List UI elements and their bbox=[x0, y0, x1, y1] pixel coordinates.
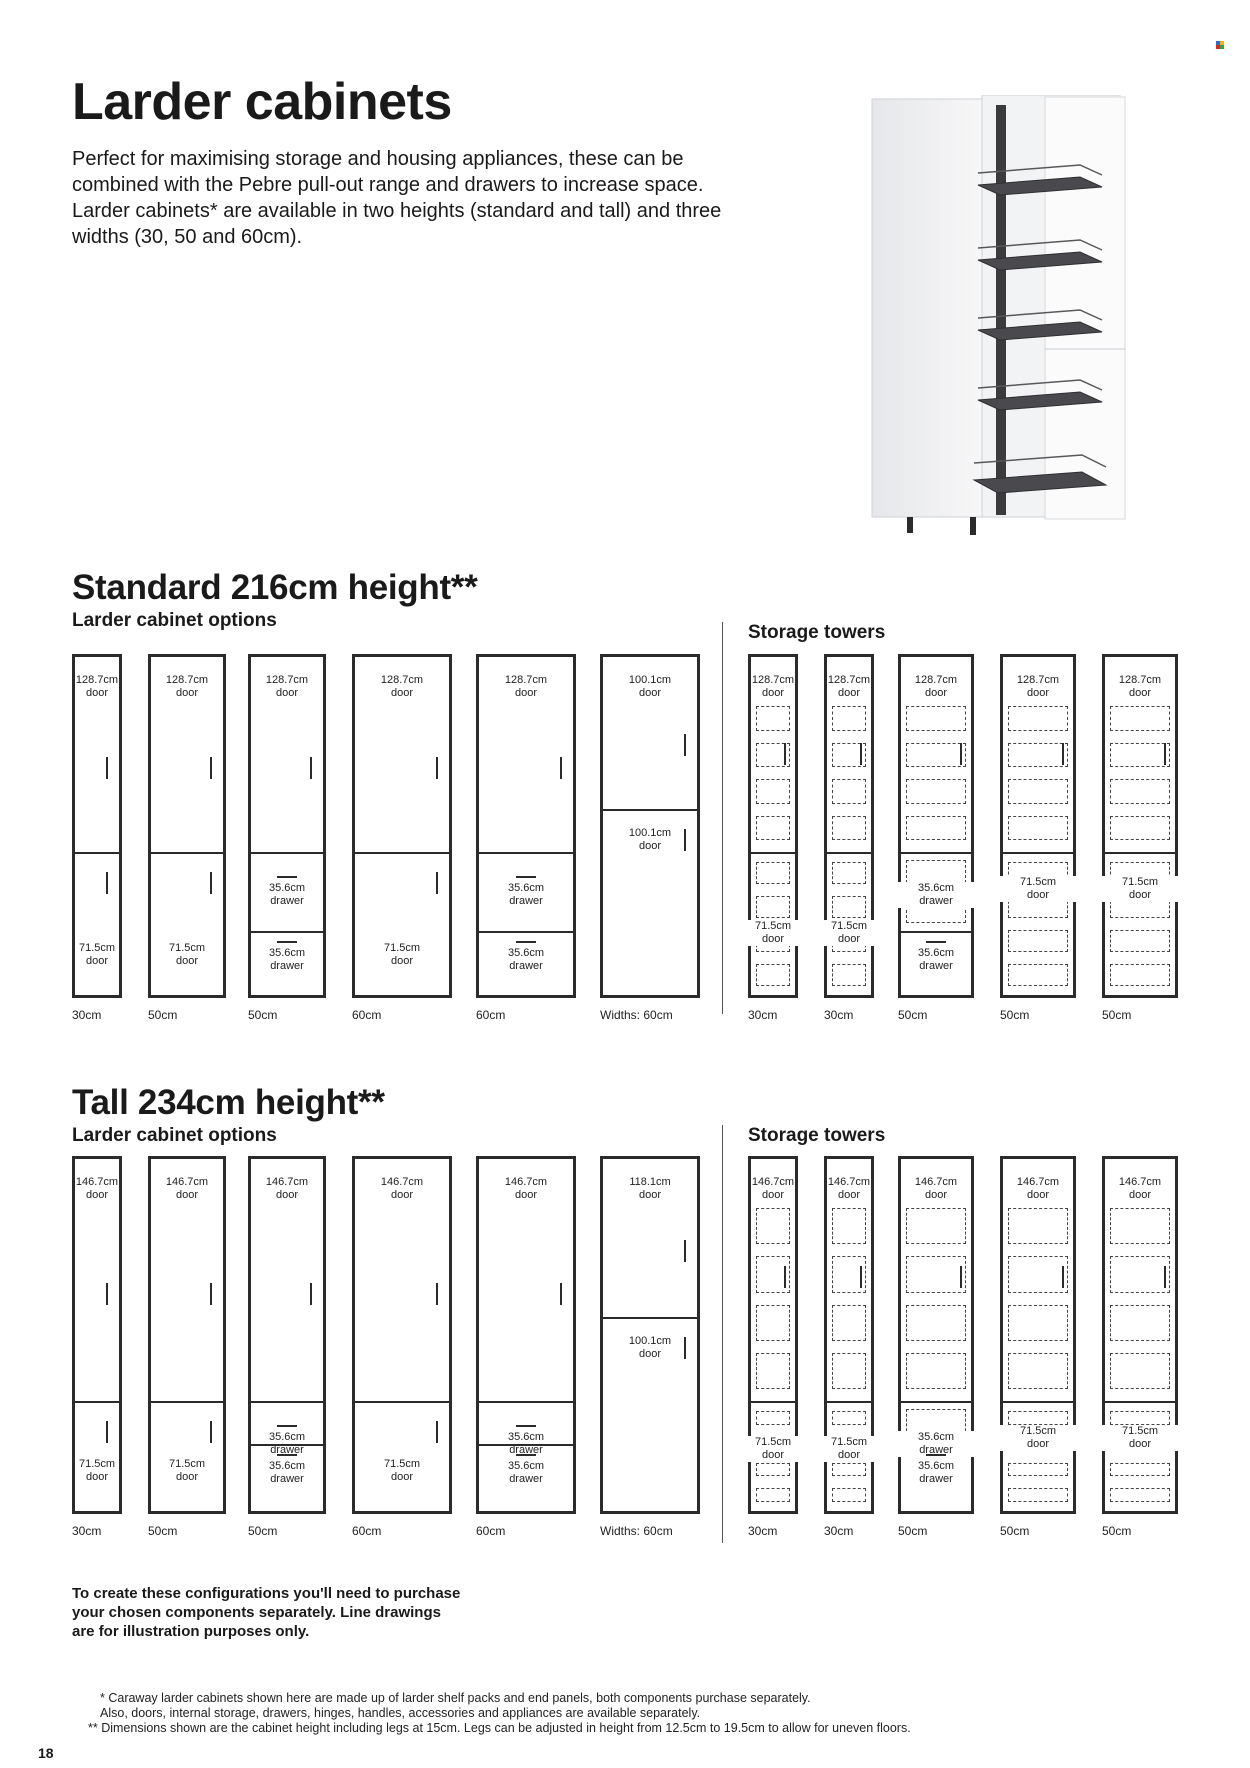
standard-tower-5-handle-icon bbox=[1164, 743, 1166, 765]
standard-divider bbox=[722, 622, 723, 1014]
tall-tower-1-lower-shelf-outline bbox=[756, 1488, 790, 1502]
standard-tower-2-lower-shelf-outline bbox=[832, 964, 866, 986]
standard-larder-2-bottom-handle-icon bbox=[210, 872, 212, 894]
standard-larder-5-drawer2-label: 35.6cm drawer bbox=[507, 947, 545, 973]
tall-larder-5-handle-icon bbox=[560, 1283, 562, 1305]
standard-larder-3-drawer2-handle-icon bbox=[277, 941, 297, 943]
standard-tower-2-width: 30cm bbox=[824, 1008, 854, 1022]
standard-larder-4-bottom-label: 71.5cm door bbox=[383, 942, 421, 967]
standard-tower-4-lower-shelf-outline bbox=[1008, 930, 1068, 952]
note-line-1: To create these configurations you'll need to purchase bbox=[72, 1585, 461, 1602]
tall-tower-3-drawer2-handle-icon bbox=[926, 1454, 946, 1456]
standard-larder-1-bottom-handle-icon bbox=[106, 872, 108, 894]
standard-tower-1-width: 30cm bbox=[748, 1008, 778, 1022]
tall-tower-2-top-label: 146.7cm door bbox=[827, 1176, 871, 1201]
intro-line-3: Larder cabinets* are available in two heights (standard and tall) and three bbox=[72, 200, 722, 222]
standard-larder-1-top-label: 128.7cm door bbox=[75, 674, 119, 699]
standard-tower-3-drawer-divider bbox=[898, 931, 974, 933]
standard-tower-2-shelf-outline bbox=[832, 779, 866, 804]
tall-tower-5-lower-shelf-outline bbox=[1110, 1488, 1170, 1502]
standard-larder-2-top-label: 128.7cm door bbox=[165, 674, 209, 699]
tall-larder-2-bottom-handle-icon bbox=[210, 1421, 212, 1443]
standard-tower-2-shelf-outline bbox=[832, 816, 866, 841]
standard-larder-3-drawer2-label: 35.6cm drawer bbox=[268, 947, 306, 973]
standard-tower-5-divider bbox=[1102, 852, 1178, 854]
tall-larder-6-handle-icon bbox=[684, 1240, 686, 1262]
standard-tower-5-shelf-outline bbox=[1110, 706, 1170, 731]
standard-tower-1-handle-icon bbox=[784, 743, 786, 765]
standard-larder-1-handle-icon bbox=[106, 757, 108, 779]
standard-tower-3-divider bbox=[898, 852, 974, 854]
tall-tower-5-shelf-outline bbox=[1110, 1305, 1170, 1341]
standard-tower-4-shelf-outline bbox=[1008, 816, 1068, 841]
tall-larder-5-drawer1-handle-icon bbox=[516, 1425, 536, 1427]
tall-larder-3-drawer1-handle-icon bbox=[277, 1425, 297, 1427]
tall-tower-5-shelf-outline bbox=[1110, 1353, 1170, 1389]
tall-tower-4-width: 50cm bbox=[1000, 1524, 1030, 1538]
tall-tower-2-shelf-outline bbox=[832, 1208, 866, 1244]
tall-tower-5-width: 50cm bbox=[1102, 1524, 1132, 1538]
tall-tower-4-shelf-outline bbox=[1008, 1305, 1068, 1341]
tall-tower-3-width: 50cm bbox=[898, 1524, 928, 1538]
tall-tower-1-lower-shelf-outline bbox=[756, 1463, 790, 1477]
tall-tower-2-lower-shelf-outline bbox=[832, 1488, 866, 1502]
standard-tower-3-drawer2-handle-icon bbox=[926, 941, 946, 943]
tall-tower-2-divider bbox=[824, 1401, 874, 1403]
tall-larder-2-top-label: 146.7cm door bbox=[165, 1176, 209, 1201]
standard-larder-5-drawer2-handle-icon bbox=[516, 941, 536, 943]
standard-tower-4-shelf-outline bbox=[1008, 743, 1068, 768]
tall-tower-4-lower-shelf-outline bbox=[1008, 1488, 1068, 1502]
tall-larder-4-handle-icon bbox=[436, 1283, 438, 1305]
standard-larder-3-top-label: 128.7cm door bbox=[265, 674, 309, 699]
tall-tower-1-bottom-label: 71.5cm door bbox=[748, 1436, 798, 1462]
standard-larder-3-drawer-divider bbox=[248, 931, 326, 933]
standard-tower-4-shelf-outline bbox=[1008, 779, 1068, 804]
tall-larder-3-top-label: 146.7cm door bbox=[265, 1176, 309, 1201]
tall-tower-3-shelf-outline bbox=[906, 1256, 966, 1292]
standard-tower-3-shelf-outline bbox=[906, 816, 966, 841]
standard-tower-3-width: 50cm bbox=[898, 1008, 928, 1022]
tall-larder-heading: Larder cabinet options bbox=[72, 1125, 277, 1146]
standard-larder-5-drawer1-label: 35.6cm drawer bbox=[507, 882, 545, 907]
tall-tower-1-lower-shelf-outline bbox=[756, 1411, 790, 1425]
standard-larder-4-handle-icon bbox=[436, 757, 438, 779]
tall-larder-6-top-label: 118.1cm door bbox=[629, 1176, 671, 1201]
tall-larder-4-divider bbox=[352, 1401, 452, 1403]
tall-larder-3-drawer2-label: 35.6cm drawer bbox=[268, 1460, 306, 1486]
tall-larder-5-drawer1-label: 35.6cm drawer bbox=[507, 1431, 545, 1456]
tall-larder-4-bottom-label: 71.5cm door bbox=[383, 1458, 421, 1483]
tall-larder-5-drawer2-handle-icon bbox=[516, 1454, 536, 1456]
standard-tower-4-top-label: 128.7cm door bbox=[1016, 674, 1060, 699]
tall-larder-3-width: 50cm bbox=[248, 1524, 278, 1538]
standard-tower-5-top-label: 128.7cm door bbox=[1118, 674, 1162, 699]
tall-larder-3-drawer1-label: 35.6cm drawer bbox=[268, 1431, 306, 1456]
tall-larder-6-bottom-label: 100.1cm door bbox=[628, 1335, 672, 1361]
standard-tower-2-lower-shelf-outline bbox=[832, 862, 866, 884]
tall-tower-1-width: 30cm bbox=[748, 1524, 778, 1538]
standard-larder-3-drawer1-label: 35.6cm drawer bbox=[268, 882, 306, 907]
standard-tower-5-shelf-outline bbox=[1110, 743, 1170, 768]
note-line-3: are for illustration purposes only. bbox=[72, 1623, 310, 1640]
standard-tower-4-handle-icon bbox=[1062, 743, 1064, 765]
standard-tower-5-bottom-label: 71.5cm door bbox=[1102, 876, 1178, 902]
standard-larder-1-bottom-label: 71.5cm door bbox=[78, 942, 116, 967]
tall-tower-1-divider bbox=[748, 1401, 798, 1403]
standard-tower-5-shelf-outline bbox=[1110, 779, 1170, 804]
standard-tower-1-shelf-outline bbox=[756, 706, 790, 731]
standard-section-title: Standard 216cm height** bbox=[72, 568, 478, 607]
tall-larder-1-divider bbox=[72, 1401, 122, 1403]
standard-larder-4-bottom-handle-icon bbox=[436, 872, 438, 894]
standard-larder-6-top-label: 100.1cm door bbox=[628, 674, 672, 699]
standard-larder-6-handle-icon bbox=[684, 734, 686, 756]
tall-larder-1-bottom-handle-icon bbox=[106, 1421, 108, 1443]
tall-towers-heading: Storage towers bbox=[748, 1125, 886, 1146]
intro-line-1: Perfect for maximising storage and housing appliances, these can be bbox=[72, 148, 684, 170]
standard-larder-5-handle-icon bbox=[560, 757, 562, 779]
standard-tower-1-top-label: 128.7cm door bbox=[751, 674, 795, 699]
tall-larder-1-bottom-label: 71.5cm door bbox=[78, 1458, 116, 1483]
tall-tower-3-shelf-outline bbox=[906, 1208, 966, 1244]
tall-larder-3-handle-icon bbox=[310, 1283, 312, 1305]
tall-tower-1-shelf-outline bbox=[756, 1208, 790, 1244]
standard-tower-4-width: 50cm bbox=[1000, 1008, 1030, 1022]
tall-larder-2-divider bbox=[148, 1401, 226, 1403]
standard-larder-5-drawer1-handle-icon bbox=[516, 876, 536, 878]
standard-larder-6-divider bbox=[600, 809, 700, 811]
tall-tower-3-drawer1-label: 35.6cm drawer bbox=[898, 1431, 974, 1457]
standard-tower-2-top-label: 128.7cm door bbox=[827, 674, 871, 699]
standard-larder-4-top-label: 128.7cm door bbox=[380, 674, 424, 699]
standard-tower-3-handle-icon bbox=[960, 743, 962, 765]
standard-larder-5-drawer-divider bbox=[476, 931, 576, 933]
standard-larder-1-width: 30cm bbox=[72, 1008, 102, 1022]
footnote-3: ** Dimensions shown are the cabinet height including legs at 15cm. Legs can be adjusted in height from 12.5cm to 19.5cm to allow for uneven floors. bbox=[88, 1721, 911, 1735]
standard-tower-1-shelf-outline bbox=[756, 779, 790, 804]
tall-tower-4-shelf-outline bbox=[1008, 1353, 1068, 1389]
tall-tower-4-shelf-outline bbox=[1008, 1256, 1068, 1292]
tall-tower-4-divider bbox=[1000, 1401, 1076, 1403]
standard-tower-4-divider bbox=[1000, 852, 1076, 854]
standard-tower-3-top-label: 128.7cm door bbox=[914, 674, 958, 699]
tall-tower-3-handle-icon bbox=[960, 1266, 962, 1288]
tall-tower-5-bottom-label: 71.5cm door bbox=[1102, 1425, 1178, 1451]
tall-tower-2-bottom-label: 71.5cm door bbox=[824, 1436, 874, 1462]
tall-tower-2-handle-icon bbox=[860, 1266, 862, 1288]
standard-larder-2-bottom-label: 71.5cm door bbox=[168, 942, 206, 967]
standard-tower-2-lower-shelf-outline bbox=[832, 896, 866, 918]
standard-larder-heading: Larder cabinet options bbox=[72, 610, 277, 631]
tall-larder-4-bottom-handle-icon bbox=[436, 1421, 438, 1443]
tall-larder-2-handle-icon bbox=[210, 1283, 212, 1305]
tall-tower-3-shelf-outline bbox=[906, 1353, 966, 1389]
standard-larder-3-drawer1-handle-icon bbox=[277, 876, 297, 878]
tall-larder-1-handle-icon bbox=[106, 1283, 108, 1305]
standard-larder-3-divider bbox=[248, 852, 326, 854]
page-title: Larder cabinets bbox=[72, 73, 452, 131]
standard-tower-1-lower-shelf-outline bbox=[756, 964, 790, 986]
standard-tower-2-handle-icon bbox=[860, 743, 862, 765]
tall-tower-4-handle-icon bbox=[1062, 1266, 1064, 1288]
standard-tower-1-divider bbox=[748, 852, 798, 854]
standard-larder-2-handle-icon bbox=[210, 757, 212, 779]
standard-larder-5-divider bbox=[476, 852, 576, 854]
footnote-2: Also, doors, internal storage, drawers, hinges, handles, accessories and appliances are available separately. bbox=[100, 1706, 701, 1720]
tall-larder-1-top-label: 146.7cm door bbox=[75, 1176, 119, 1201]
page-number: 18 bbox=[38, 1745, 54, 1761]
standard-tower-2-shelf-outline bbox=[832, 706, 866, 731]
standard-tower-4-lower-shelf-outline bbox=[1008, 964, 1068, 986]
tall-tower-2-shelf-outline bbox=[832, 1305, 866, 1341]
tall-tower-1-top-label: 146.7cm door bbox=[751, 1176, 795, 1201]
tall-tower-2-lower-shelf-outline bbox=[832, 1411, 866, 1425]
tall-tower-5-handle-icon bbox=[1164, 1266, 1166, 1288]
intro-line-4: widths (30, 50 and 60cm). bbox=[72, 226, 303, 248]
standard-tower-3-shelf-outline bbox=[906, 706, 966, 731]
tall-tower-1-shelf-outline bbox=[756, 1353, 790, 1389]
tall-larder-5-width: 60cm bbox=[476, 1524, 506, 1538]
standard-towers-heading: Storage towers bbox=[748, 622, 886, 643]
standard-larder-4-width: 60cm bbox=[352, 1008, 382, 1022]
tall-larder-6-width: Widths: 60cm bbox=[600, 1524, 673, 1538]
standard-tower-3-shelf-outline bbox=[906, 779, 966, 804]
standard-larder-6-bottom-label: 100.1cm door bbox=[628, 826, 672, 852]
tall-tower-4-lower-shelf-outline bbox=[1008, 1463, 1068, 1477]
standard-larder-1-divider bbox=[72, 852, 122, 854]
pull-out-larder-cabinet-photo bbox=[870, 95, 1130, 535]
tall-tower-2-width: 30cm bbox=[824, 1524, 854, 1538]
tall-tower-5-lower-shelf-outline bbox=[1110, 1463, 1170, 1477]
standard-tower-3-drawer1-label: 35.6cm drawer bbox=[898, 882, 974, 908]
standard-tower-3-shelf-outline bbox=[906, 743, 966, 768]
standard-tower-5-width: 50cm bbox=[1102, 1008, 1132, 1022]
tall-tower-4-shelf-outline bbox=[1008, 1208, 1068, 1244]
tall-tower-1-handle-icon bbox=[784, 1266, 786, 1288]
standard-tower-3-drawer2-label: 35.6cm drawer bbox=[917, 947, 955, 973]
standard-larder-6-width: Widths: 60cm bbox=[600, 1008, 673, 1022]
footnote-1: * Caraway larder cabinets shown here are made up of larder shelf packs and end panels, both components purchase separately. bbox=[100, 1691, 811, 1705]
tall-larder-3-divider bbox=[248, 1401, 326, 1403]
tall-larder-4-top-label: 146.7cm door bbox=[380, 1176, 424, 1201]
tall-larder-1-width: 30cm bbox=[72, 1524, 102, 1538]
tall-tower-5-lower-shelf-outline bbox=[1110, 1411, 1170, 1425]
standard-tower-1-lower-shelf-outline bbox=[756, 862, 790, 884]
note-line-2: your chosen components separately. Line drawings bbox=[72, 1604, 441, 1621]
tall-tower-3-drawer2-label: 35.6cm drawer bbox=[917, 1460, 955, 1486]
tall-tower-2-shelf-outline bbox=[832, 1353, 866, 1389]
tall-larder-2-width: 50cm bbox=[148, 1524, 178, 1538]
standard-larder-2-divider bbox=[148, 852, 226, 854]
tall-section-title: Tall 234cm height** bbox=[72, 1083, 385, 1122]
standard-larder-2-width: 50cm bbox=[148, 1008, 178, 1022]
standard-tower-5-lower-shelf-outline bbox=[1110, 964, 1170, 986]
intro-line-2: combined with the Pebre pull-out range and drawers to increase space. bbox=[72, 174, 704, 196]
standard-tower-1-shelf-outline bbox=[756, 816, 790, 841]
tall-divider bbox=[722, 1125, 723, 1543]
standard-larder-4-divider bbox=[352, 852, 452, 854]
standard-tower-1-lower-shelf-outline bbox=[756, 896, 790, 918]
tall-tower-4-bottom-label: 71.5cm door bbox=[1000, 1425, 1076, 1451]
standard-tower-5-shelf-outline bbox=[1110, 816, 1170, 841]
standard-larder-5-top-label: 128.7cm door bbox=[504, 674, 548, 699]
tall-larder-5-divider bbox=[476, 1401, 576, 1403]
standard-tower-2-divider bbox=[824, 852, 874, 854]
tall-larder-5-drawer2-label: 35.6cm drawer bbox=[507, 1460, 545, 1486]
tall-larder-3-drawer2-handle-icon bbox=[277, 1454, 297, 1456]
standard-tower-5-lower-shelf-outline bbox=[1110, 930, 1170, 952]
tall-larder-4-width: 60cm bbox=[352, 1524, 382, 1538]
tall-tower-5-shelf-outline bbox=[1110, 1256, 1170, 1292]
standard-larder-3-width: 50cm bbox=[248, 1008, 278, 1022]
standard-tower-2-bottom-label: 71.5cm door bbox=[824, 920, 874, 946]
tall-tower-4-lower-shelf-outline bbox=[1008, 1411, 1068, 1425]
tall-tower-3-top-label: 146.7cm door bbox=[914, 1176, 958, 1201]
brand-logo-icon bbox=[1216, 36, 1224, 44]
tall-larder-2-bottom-label: 71.5cm door bbox=[168, 1458, 206, 1483]
tall-tower-2-lower-shelf-outline bbox=[832, 1463, 866, 1477]
standard-tower-4-bottom-label: 71.5cm door bbox=[1000, 876, 1076, 902]
tall-tower-5-top-label: 146.7cm door bbox=[1118, 1176, 1162, 1201]
tall-tower-5-shelf-outline bbox=[1110, 1208, 1170, 1244]
standard-larder-3-handle-icon bbox=[310, 757, 312, 779]
tall-tower-3-divider bbox=[898, 1401, 974, 1403]
standard-tower-4-shelf-outline bbox=[1008, 706, 1068, 731]
tall-tower-1-shelf-outline bbox=[756, 1305, 790, 1341]
tall-tower-4-top-label: 146.7cm door bbox=[1016, 1176, 1060, 1201]
standard-larder-5-width: 60cm bbox=[476, 1008, 506, 1022]
standard-tower-1-bottom-label: 71.5cm door bbox=[748, 920, 798, 946]
tall-tower-3-shelf-outline bbox=[906, 1305, 966, 1341]
tall-tower-5-divider bbox=[1102, 1401, 1178, 1403]
tall-larder-5-top-label: 146.7cm door bbox=[504, 1176, 548, 1201]
tall-larder-6-divider bbox=[600, 1317, 700, 1319]
